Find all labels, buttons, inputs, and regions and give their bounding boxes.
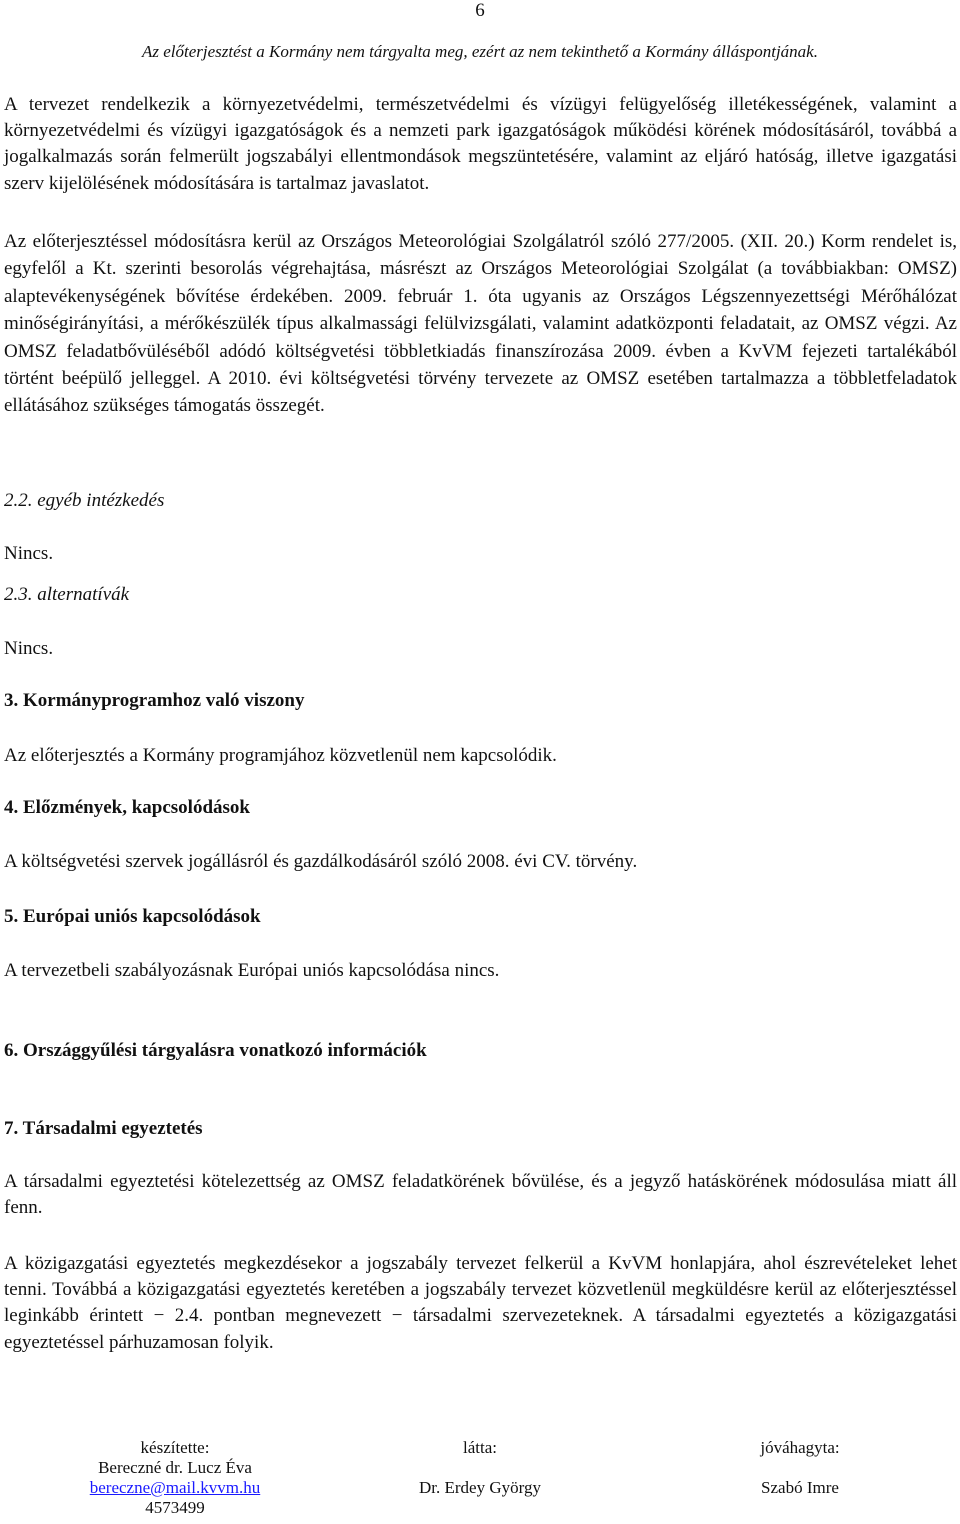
signature-prepared [55,1438,295,1518]
section-5-title: 5. Európai uniós kapcsolódások [4,906,261,927]
section-4-title: 4. Előzmények, kapcsolódások [4,797,250,818]
section-2-3-text: Nincs. [4,638,54,659]
intro-paragraph: A tervezet rendelkezik a környezetvédelmi, természetvédelmi és vízügyi felügyelőség illetékességének, valamint a környezetvédelmi és vízügyi igazgatóságok és a nemzeti park igazgatóságok működési körének módosításáról, továbbá a jogalkalmazás során felmerült jogszabályi ellentmondások megszüntetésére, valamint az eljáró hatóság, illetve igazgatási szerv kijelölésének módosítására is tartalmaz javaslatot. [4,94,957,194]
prepared-name: Bereczné dr. Lucz Éva [98,1458,252,1477]
section-7-title: 7. Társadalmi egyeztetés [4,1118,203,1139]
section-2-2-text: Nincs. [4,543,54,564]
section-6-title: 6. Országgyűlési tárgyalásra vonatkozó információk [4,1040,427,1061]
signature-seen [380,1438,580,1498]
section-7-paragraph-2: A közigazgatási egyeztetés megkezdésekor a jogszabály tervezet felkerül a KvVM honlapjára, ahol észrevételeket lehet tenni. Továbbá a közigazgatási egyeztetés keretében a jogszabály tervezet közvetlenül megküldésre kerül az előterjesztéssel leginkább érintett − 2.4. pontban megnevezett − társadalmi szervezeteknek. A társadalmi egyeztetés a közigazgatási egyeztetéssel párhuzamosan folyik. [4,1253,957,1353]
section-3-title: 3. Kormányprogramhoz való viszony [4,690,305,711]
section-7-paragraph-1: A társadalmi egyeztetési kötelezettség az OMSZ feladatkörének bővülése, és a jegyző hatáskörének módosulása miatt áll fenn. [4,1171,957,1219]
section-3-text: Az előterjesztés a Kormány programjához közvetlenül nem kapcsolódik. [4,745,557,766]
section-2-3-title: 2.3. alternatívák [4,584,130,605]
approved-label: jóváhagyta: [760,1438,840,1457]
prepared-email-link[interactable]: bereczne@mail.kvvm.hu [89,1478,261,1497]
section-5-text: A tervezetbeli szabályozásnak Európai uniós kapcsolódása nincs. [4,960,500,981]
section-4-text: A költségvetési szervek jogállásról és gazdálkodásáról szóló 2008. évi CV. törvény. [4,851,638,872]
approved-name: Szabó Imre [761,1478,839,1497]
section-2-2-title: 2.2. egyéb intézkedés [4,490,165,511]
page-number: 6 [475,0,485,21]
seen-label: látta: [463,1438,497,1457]
disclaimer: Az előterjesztést a Kormány nem tárgyalta meg, ezért az nem tekinthető a Kormány álláspontjának. [142,42,818,61]
prepared-phone: 4573499 [145,1498,205,1517]
prepared-label: készítette: [140,1438,210,1457]
signature-approved [720,1438,880,1498]
omsz-paragraph: Az előterjesztéssel módosításra kerül az Országos Meteorológiai Szolgálatról szóló 277/2005. (XII. 20.) Korm rendelet is, egyfelől a Kt. szerinti besorolás végrehajtása, másrészt az Országos Meteorológiai Szolgálat (a továbbiakban: OMSZ) alaptevékenységének bővítése érdekében. 2009. február 1. óta ugyanis az Országos Légszennyezettségi Mérőhálózat minőségirányítási, a mérőkészülék típus alkalmassági felülvizsgálati, valamint adatközponti feladatait, az OMSZ végzi. Az OMSZ feladatbővüléséből adódó költségvetési többletkiadás finanszírozása 2009. évben a KvVM fejezeti tartalékából történt beépülő jelleggel. A 2010. évi költségvetési törvény tervezete az OMSZ esetében tartalmazza a többletfeladatok ellátásához szükséges támogatás összegét. [4,231,957,417]
seen-name: Dr. Erdey György [419,1478,541,1497]
